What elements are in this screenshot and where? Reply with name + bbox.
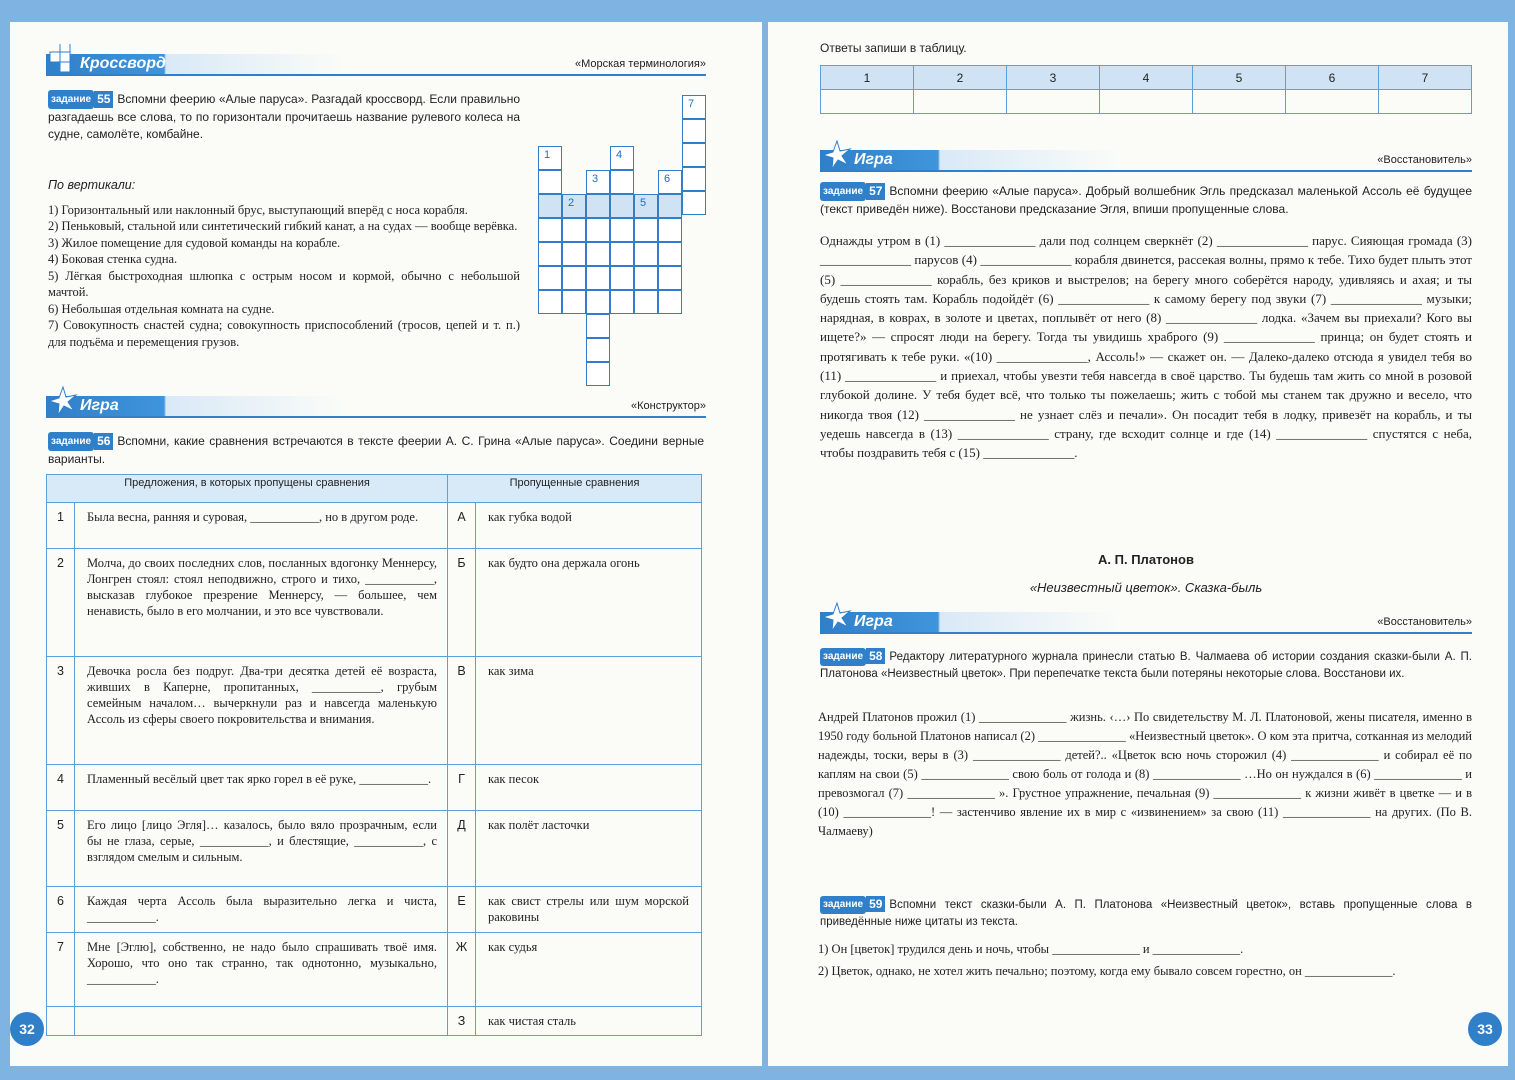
clue-item: 5) Лёгкая быстроходная шлюпка с острым носом и кормой, обычно с небольшой мачтой.: [48, 268, 520, 299]
left-page: [10, 22, 762, 1066]
crossword-cell[interactable]: [538, 170, 562, 194]
sentence: Мне [Эглю], собственно, не надо было спрашивать твоё имя. Хорошо, что оно так странно, так однотонно, музыкально, ___________.: [75, 933, 448, 1007]
row-number: 4: [47, 765, 75, 811]
clue-item: 2) Пеньковый, стальной или синтетический гибкий канат, а на судах — вообще верёвка.: [48, 219, 518, 233]
comparison-letter: Д: [448, 811, 476, 887]
star-burst-icon: [48, 386, 78, 416]
clue-item: 6) Небольшая отдельная комната на судне.: [48, 301, 275, 316]
comparison-letter: Б: [448, 549, 476, 657]
comparison: как судья: [476, 933, 702, 1007]
crossword-cell[interactable]: [658, 218, 682, 242]
sentence: [75, 1007, 448, 1036]
crossword-cell[interactable]: [586, 338, 610, 362]
crossword-cell[interactable]: [634, 290, 658, 314]
crossword-cell[interactable]: [586, 194, 610, 218]
right-page: [768, 22, 1508, 1066]
task-tag: задание: [48, 432, 94, 451]
comparison-letter: Ж: [448, 933, 476, 1007]
crossword-cell[interactable]: [562, 194, 586, 218]
crossword-cell[interactable]: [562, 218, 586, 242]
answer-col-header: 7: [1379, 66, 1472, 90]
crossword-cell[interactable]: [586, 170, 610, 194]
table-row: [47, 887, 702, 933]
crossword-cell[interactable]: [682, 167, 706, 191]
comparison: как будто она держала огонь: [476, 549, 702, 657]
star-burst-icon: [822, 602, 852, 632]
answer-cell[interactable]: [1007, 90, 1100, 114]
row-number: 5: [47, 811, 75, 887]
answer-col-header: 2: [914, 66, 1007, 90]
author-heading: А. П. Платонов: [1098, 552, 1194, 567]
game-banner-label: Игра: [854, 151, 893, 168]
crossword-cell[interactable]: [586, 290, 610, 314]
sentence: Его лицо [лицо Эгля]… казалось, было вяло прозрачным, если бы не глаза, серые, ___________, и блестящие, ___________, с взглядом смелым и сильным.: [75, 811, 448, 887]
crossword-cell[interactable]: [658, 290, 682, 314]
crossword-cell-number: 6: [664, 173, 671, 185]
answer-table: [820, 65, 1472, 114]
crossword-cell[interactable]: [538, 242, 562, 266]
prophecy-text: Однажды утром в (1) ______________ дали под солнцем сверкнёт (2) ______________ парус. Сияющая громада (3) ______________ парусов (4) ______________ корабля двинется, рассекая волны, прямо к тебе. Тихо будет плыть этот (5) ______________ корабль, без криков и выстрелов; на берегу много соберётся народу, удивляясь и ахая; и ты будешь стоять там. Корабль подойдёт (6) ______________ к самому берегу под звуки (7) ______________ музыки; нарядная, в коврах, в золоте и цветах, поплывёт от него (8) ______________ лодка. «Зачем вы приехали? Кого вы ищете?» — спросят люди на берегу. Тогда ты увидишь храброго (9) ______________ принца; он будет стоять и протягивать к тебе руки. «(10) ______________, Ассоль!» — скажет он. — Далеко-далеко отсюда я увидел тебя во (11) ______________ и приехал, чтобы увезти тебя навсегда в своё царство. Ты будешь там жить со мной в розовой глубокой долине. У тебя будет всё, что только ты пожелаешь; жить с тобой мы станем так дружно и весело, что никогда твоя (12) ______________ не узнает слёз и печали». Он посадит тебя в лодку, привезёт на корабль, и ты уедешь навсегда в (13) ______________ страну, где всходит солнце и где (14) ______________ спустятся с неба, чтобы поздравить тебя с (15) ______________.: [820, 233, 1472, 461]
crossword-cell[interactable]: [586, 314, 610, 338]
game-banner-subtitle: «Конструктор»: [631, 400, 706, 412]
crossword-cell-number: 2: [568, 197, 575, 209]
crossword-cell[interactable]: [610, 194, 634, 218]
crossword-banner: [46, 54, 706, 76]
answer-col-header: 4: [1100, 66, 1193, 90]
table-row: [47, 811, 702, 887]
crossword-cell-number: 5: [640, 197, 647, 209]
answers-prompt: Ответы запиши в таблицу.: [820, 41, 967, 55]
crossword-cell[interactable]: [538, 290, 562, 314]
row-number: [47, 1007, 75, 1036]
answer-cell[interactable]: [1286, 90, 1379, 114]
crossword-cell[interactable]: [610, 242, 634, 266]
comparison-letter: З: [448, 1007, 476, 1036]
crossword-cell[interactable]: [610, 218, 634, 242]
comparison: как песок: [476, 765, 702, 811]
crossword-cell[interactable]: [658, 242, 682, 266]
task-tag: задание: [820, 182, 866, 201]
clue-item: 1) Горизонтальный или наклонный брус, выступающий вперёд с носа корабля.: [48, 202, 468, 217]
clue-item: 7) Совокупность снастей судна; совокупность приспособлений (тросов, цепей и т. п.) для подъёма и перемещения грузов.: [48, 318, 520, 349]
crossword-banner-subtitle: «Морская терминология»: [574, 58, 706, 70]
table-row: [47, 1007, 702, 1036]
crossword-cell[interactable]: [610, 290, 634, 314]
task-text: Редактору литературного журнала принесли статью В. Чалмаева об истории создания сказки-были А. П. Платонова «Неизвестный цветок». При перепечатке текста были потеряны некоторые слова. Восстанови их.: [820, 651, 1472, 680]
task-text: Вспомни, какие сравнения встречаются в тексте феерии А. С. Грина «Алые паруса». Соедини верные варианты.: [48, 434, 704, 466]
crossword-cell[interactable]: [538, 218, 562, 242]
row-number: 7: [47, 933, 75, 1007]
crossword-cell[interactable]: [538, 146, 562, 170]
answer-col-header: 6: [1286, 66, 1379, 90]
comparison: как губка водой: [476, 503, 702, 549]
crossword-cell[interactable]: [658, 170, 682, 194]
task-number: 56: [94, 433, 113, 450]
game-banner-subtitle: «Восстановитель»: [1377, 154, 1472, 166]
crossword-cell[interactable]: [610, 170, 634, 194]
crossword-cell[interactable]: [682, 119, 706, 143]
table-row: [47, 549, 702, 657]
crossword-cell[interactable]: [610, 146, 634, 170]
crossword-cell-number: 4: [616, 149, 623, 161]
crossword-cell[interactable]: [586, 362, 610, 386]
answer-col-header: 3: [1007, 66, 1100, 90]
task-text: Вспомни феерию «Алые паруса». Разгадай кроссворд. Если правильно разгадаешь все слова, то по горизонтали прочитаешь название рулевого колеса на судне, самолёте, комбайне.: [48, 92, 520, 141]
task-tag: задание: [820, 896, 866, 914]
answer-col-header: 5: [1193, 66, 1286, 90]
task-59: [820, 896, 1472, 930]
crossword-cell[interactable]: [610, 266, 634, 290]
task-58: [820, 648, 1472, 682]
comparison-letter: Е: [448, 887, 476, 933]
quote-1: 1) Он [цветок] трудился день и ночь, чтобы ______________ и ______________.: [818, 942, 1244, 956]
matching-table: [46, 474, 702, 1036]
row-number: 3: [47, 657, 75, 765]
crossword-cell[interactable]: [682, 95, 706, 119]
crossword-banner-label: Кроссворд: [80, 55, 166, 72]
task-57: [820, 182, 1472, 218]
sentence: Каждая черта Ассоль была выразительно легка и чиста, ___________.: [75, 887, 448, 933]
crossword-cell-number: 3: [592, 173, 599, 185]
page-number: 32: [10, 1012, 44, 1046]
clues-title: По вертикали:: [48, 178, 136, 192]
sentence: Девочка росла без подруг. Два-три десятка детей её возраста, живших в Каперне, пропитанных, ___________, грубым семейным началом… вычеркнули раз и навсегда маленькую Ассоль из сферы своего покровительства и внимания.: [75, 657, 448, 765]
task-number: 55: [94, 91, 113, 108]
task-number: 59: [866, 896, 885, 912]
clue-item: 4) Боковая стенка судна.: [48, 252, 178, 266]
crossword-cell[interactable]: [562, 266, 586, 290]
sentence: Была весна, ранняя и суровая, ___________, но в другом роде.: [75, 503, 448, 549]
game-banner-56: [46, 396, 706, 418]
row-number: 1: [47, 503, 75, 549]
article-text: Андрей Платонов прожил (1) ______________ жизнь. ‹…› По свидетельству М. Л. Платоновой, жены писателя, именно в 1950 году больной Платонов написал (2) ______________ «Неизвестный цветок». О ком эта притча, сотканная из мелодий надежды, тоски, веры в (3) ______________ детей?.. «Цветок всю ночь сторожил (4) ______________ и собирал её по каплям на свои (5) ______________ свою боль от голода и (8) ______________ …Но он нуждался в (6) ______________ и превозмогал (7) ______________ ». Грустное упражнение, печальная (9) ______________ к жизни живёт в цветке — и в (10) ______________! — застенчиво явление их в мир с «извинением» за свою (11) ______________ на других. (По В. Чалмаеву): [818, 710, 1472, 838]
task-tag: задание: [48, 90, 94, 109]
crossword-cell-number: 7: [688, 98, 695, 110]
page-number: 33: [1468, 1012, 1502, 1046]
game-banner-58: [820, 612, 1472, 634]
comparison-letter: А: [448, 503, 476, 549]
answer-cell[interactable]: [821, 90, 914, 114]
crossword-cell[interactable]: [562, 290, 586, 314]
game-banner-label: Игра: [854, 613, 893, 630]
quote-2: 2) Цветок, однако, не хотел жить печально; поэтому, когда ему бывало совсем горестно, он ______________.: [818, 964, 1396, 978]
work-title: «Неизвестный цветок». Сказка-быль: [1029, 580, 1263, 595]
crossword-cell[interactable]: [634, 266, 658, 290]
crossword-cell-number: 1: [544, 149, 551, 161]
comparison: как свист стрелы или шум морской раковины: [476, 887, 702, 933]
crossword-cell[interactable]: [682, 143, 706, 167]
task-56: [48, 432, 704, 468]
crossword-cell[interactable]: [586, 266, 610, 290]
task-text: Вспомни текст сказки-были А. П. Платонова «Неизвестный цветок», вставь пропущенные слова в приведённые ниже цитаты из текста.: [820, 899, 1472, 928]
crossword-cell[interactable]: [586, 218, 610, 242]
answer-cell[interactable]: [1379, 90, 1472, 114]
crossword-grid-icon: [48, 44, 78, 74]
crossword-cell[interactable]: [658, 194, 682, 218]
clue-item: 3) Жилое помещение для судовой команды на корабле.: [48, 235, 341, 250]
comparison: как зима: [476, 657, 702, 765]
sentence: Молча, до своих последних слов, посланных вдогонку Меннерсу, Лонгрен стоял: стоял неподвижно, строго и тихо, ___________, высказав глубокое презрение Меннерсу, — большее, чем ненависть, было в его молчании, и это все чувствовали.: [75, 549, 448, 657]
game-banner-57: [820, 150, 1472, 172]
table-header-sentences: Предложения, в которых пропущены сравнения: [47, 475, 448, 503]
crossword-cell[interactable]: [586, 242, 610, 266]
task-tag: задание: [820, 648, 866, 666]
crossword-cell[interactable]: [562, 242, 586, 266]
sentence: Пламенный весёлый цвет так ярко горел в её руке, ___________.: [75, 765, 448, 811]
crossword-cell[interactable]: [682, 191, 706, 215]
row-number: 2: [47, 549, 75, 657]
table-header-comparisons: Пропущенные сравнения: [448, 475, 702, 503]
crossword-cell[interactable]: [634, 218, 658, 242]
answer-cell[interactable]: [1100, 90, 1193, 114]
comparison: как полёт ласточки: [476, 811, 702, 887]
crossword-cell[interactable]: [538, 194, 562, 218]
task-55: [48, 90, 520, 143]
task-number: 57: [866, 183, 885, 200]
comparison: как чистая сталь: [476, 1007, 702, 1036]
answer-col-header: 1: [821, 66, 914, 90]
table-row: [47, 765, 702, 811]
crossword-cell[interactable]: [538, 266, 562, 290]
crossword-clues: [48, 177, 520, 350]
star-burst-icon: [822, 140, 852, 170]
row-number: 6: [47, 887, 75, 933]
crossword-cell[interactable]: [658, 266, 682, 290]
crossword-cell[interactable]: [634, 242, 658, 266]
answer-cell[interactable]: [914, 90, 1007, 114]
game-banner-subtitle: «Восстановитель»: [1377, 616, 1472, 628]
comparison-letter: Г: [448, 765, 476, 811]
task-number: 58: [866, 648, 885, 664]
table-row: [47, 657, 702, 765]
game-banner-label: Игра: [80, 397, 119, 414]
task-text: Вспомни феерию «Алые паруса». Добрый волшебник Эгль предсказал маленькой Ассоль её будущее (текст приведён ниже). Восстанови предсказание Эгля, впиши пропущенные слова.: [820, 184, 1472, 216]
crossword-cell[interactable]: [634, 194, 658, 218]
table-row: [47, 503, 702, 549]
table-row: [47, 933, 702, 1007]
answer-cell[interactable]: [1193, 90, 1286, 114]
comparison-letter: В: [448, 657, 476, 765]
